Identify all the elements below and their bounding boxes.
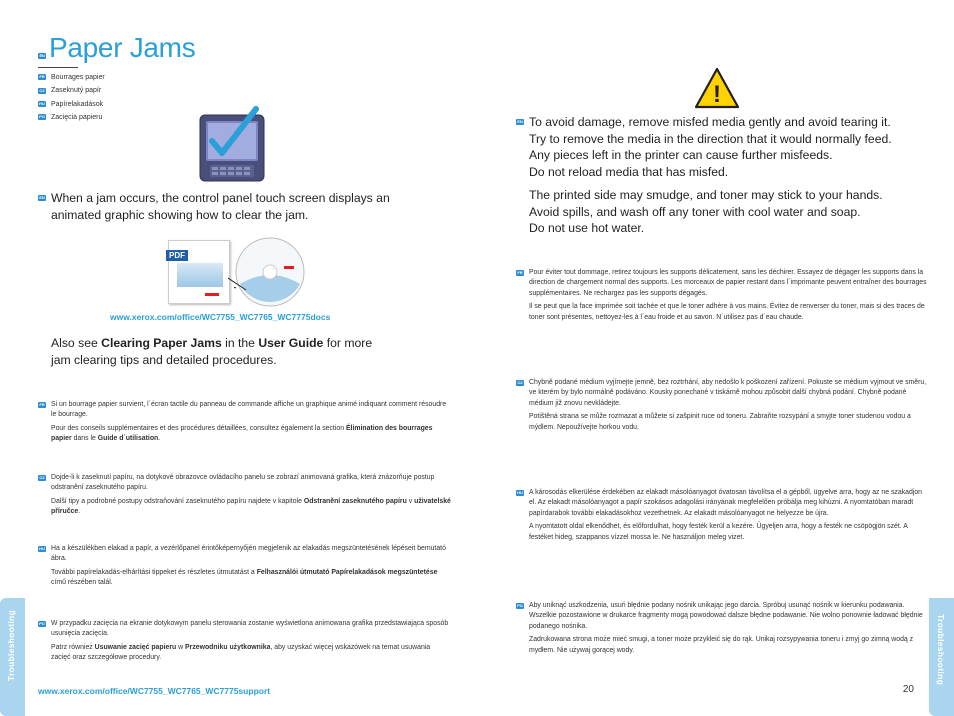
lang-fr-mark-right: FR: [517, 270, 523, 275]
page-title: [38, 32, 195, 64]
lang-po-mark: PO: [39, 621, 45, 626]
pdf-badge: PDF: [166, 250, 188, 261]
checkmark-panel-icon: [198, 105, 270, 183]
right-po-block: PO Aby uniknąć uszkodzenia, usuń błędnie podany nośnik unikając jego darcia. Spróbuj usunąć nośnik w kierunku podawania. Wszelkie pozostawione w drukarce fragmenty mogą powodować dalsze błędne podawanie. Nie wolno ponownie ładować błędnie podanego nośnika. Zadrukowana strona może mieć smugi, a toner może przykleić się do rąk. Unikaj rozsypywania toneru i zmyj go zimną wodą z mydłem. Nie używaj gorącej wody.: [517, 602, 923, 654]
docs-link[interactable]: www.xerox.com/office/WC7755_WC7765_WC7775docs: [110, 312, 331, 322]
lang-item-fr: FR Bourrages papier: [39, 74, 105, 81]
connector-line: [228, 276, 248, 294]
cd-disc-icon: [234, 236, 306, 308]
also-see-text: Also see Clearing Paper Jams in the User Guide for more jam clearing tips and detailed procedures.: [51, 336, 373, 367]
side-tab-left-label: Troubleshooting: [6, 610, 16, 682]
warning-glyph: !: [713, 81, 721, 108]
title-rule: [38, 67, 78, 68]
language-list: [38, 71, 105, 125]
left-hu-block: HU Ha a készülékben elakad a papír, a vezérlőpanel érintőképernyőjén megjelenik az elakadás megszüntetésének lépéseit bemutató ábra. További papírelakadás-elhárítási tippeket és részletes útmutatást a Felhasználói útmutató Papírelakadások megszüntetése című részében talál.: [39, 545, 446, 587]
right-en-block: EN To avoid damage, remove misfed media gently and avoid tearing it. Try to remove the media in the direction that it would normally feed. Any pieces left in the printer can cause further misfeeds. Do not reload media that has misfed. The printed side may smudge, and toner may stick to your hands. Avoid spills, and wash off any toner with cool water and soap. Do not use hot water.: [517, 115, 892, 235]
side-tab-left: [0, 598, 25, 716]
left-fr-block: FR Si un bourrage papier survient, l´écran tactile du panneau de commande affiche un graphique animé indiquant comment résoudre le bourrage. Pour des conseils supplémentaires et des procédures détaillées, consultez également la section Élimination des bourrages papier dans le Guide d´utilisation.: [39, 401, 447, 443]
lang-hu-mark-right: HU: [517, 490, 523, 495]
lang-en-badge: EN: [39, 53, 45, 58]
page-number: 20: [902, 684, 914, 695]
support-link[interactable]: www.xerox.com/office/WC7755_WC7765_WC7775support: [38, 686, 271, 696]
side-tab-right: [929, 598, 954, 716]
lang-fr-mark: FR: [39, 402, 45, 407]
lang-cz-mark: CZ: [39, 475, 45, 480]
lang-po-mark-right: PO: [517, 603, 523, 608]
left-po-block: PO W przypadku zacięcia na ekranie dotykowym panelu sterowania zostanie wyświetlona animowana grafika przedstawiająca sposób usunięcia zacięcia. Patrz również Usuwanie zacięć papieru w Przewodniku użytkownika, aby uzyskać więcej wskazówek na temat usuwania zacięć oraz szczegółowe procedury.: [39, 620, 449, 662]
left-cz-block: CZ Dojde-li k zaseknutí papíru, na dotykové obrazovce ovládacího panelu se zobrazí animovaná grafika, která znázorňuje postup odstranění zaseknutého papíru. Další tipy a podrobné postupy odstraňování zaseknutého papíru najdete v kapitole Odstranění zaseknutého papíru v uživatelské příručce.: [39, 474, 451, 516]
right-hu-block: HU A károsodás elkerülése érdekében az elakadt másolóanyagot óvatosan távolítsa el a gépből, ügyelve arra, hogy az ne szakadjon el. Az elakadt másolóanyagot a papír szokásos adagolási irányának megfelelően próbálja meg kihúzni. A nyomtatóban maradt papírdarabok további elakadásokhoz vezethetnek. Az elakadt másolóanyagot ne helyezze be újra. A nyomtatott oldal elkenődhet, és előfordulhat, hogy festék kerül a kezére. Ügyeljen arra, hogy a festék ne csöpögjön szét. A festéket hideg, szappanos vízzel mossa le. Ne használjon meleg vizet.: [517, 489, 923, 541]
right-cz-block: CZ Chybně podané médium vyjímejte jemně, bez roztrhání, aby nedošlo k poškození zařízení. Pokuste se médium vyjmout ve směru, ve kterém by bylo normálně podáváno. Kousky ponechané v tiskárně mohou způsobit další chybná podání. Chybně podané médium již znovu nevkládejte. Potištěná strana se může rozmazat a můžete si zašpinit ruce od toneru. Zabraňte rozsypání a smyjte toner studenou vodou a mýdlem. Nepoužívejte horkou vodu.: [517, 379, 927, 431]
lang-en-mark-right: EN: [517, 119, 523, 124]
right-fr-block: FR Pour éviter tout dommage, retirez toujours les supports délicatement, sans les déchirer. Essayez de dégager les supports dans la direction de chargement normal des supports. Les morceaux de papier restant dans l´imprimante peuvent entraîner des bourrages supplémentaires. Ne rechargez pas les supports dégagés. Il se peut que la face imprimée soit tachée et que le toner adhère à vos mains. Évitez de renverser du toner, mais si des traces de toner sont présentes, nettoyez-les à l´eau froide et au savon. N´utilisez pas d´eau chaude.: [517, 269, 927, 321]
lang-item-hu: HU Papírelakadások: [39, 100, 104, 108]
side-tab-right-label: Troubleshooting: [936, 614, 946, 686]
lang-cz-mark-right: CZ: [517, 380, 523, 385]
lang-hu-mark: HU: [39, 546, 45, 551]
lang-en-mark: EN: [39, 195, 45, 200]
page-title-text: Paper Jams: [49, 32, 196, 63]
warning-triangle-icon: [694, 67, 740, 109]
intro-en: EN When a jam occurs, the control panel touch screen displays an animated graphic showing how to clear the jam.: [39, 191, 390, 222]
lang-item-cz: CZ Zaseknutý papír: [39, 87, 102, 95]
lang-item-po: PO Zacięcia papieru: [39, 114, 103, 122]
